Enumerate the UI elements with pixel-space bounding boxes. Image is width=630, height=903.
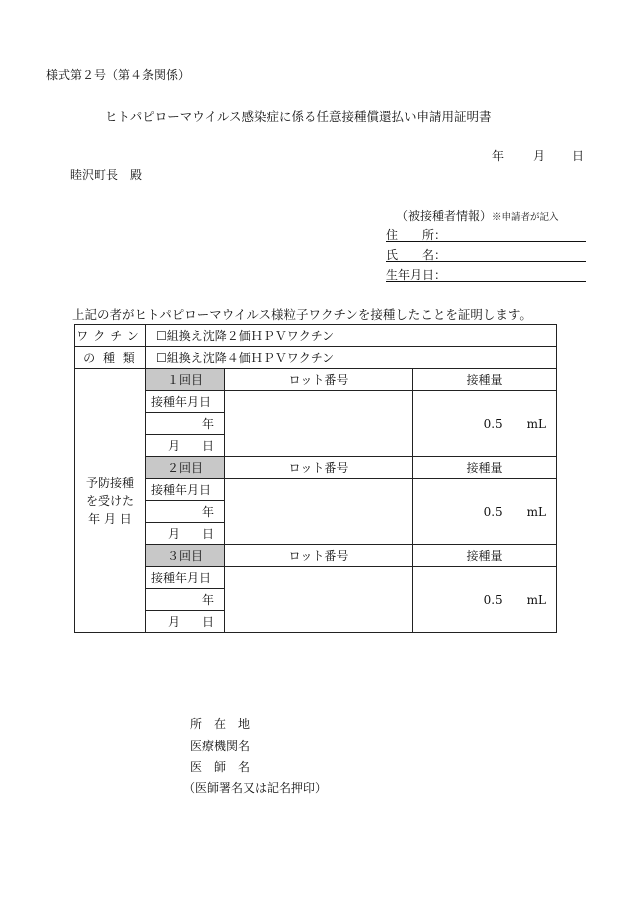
dose-1-date-label: 接種年月日 <box>146 391 225 413</box>
dose-1-month-label: 月 <box>168 439 181 453</box>
dose-2-month-label: 月 <box>168 527 181 541</box>
address-field[interactable] <box>386 226 586 242</box>
dose-3-lot-header: ロット番号 <box>225 545 413 567</box>
dose-2-header-row <box>75 457 557 479</box>
dose-3-month-day[interactable] <box>146 611 225 633</box>
institution-label: 医療機関名 <box>190 739 251 753</box>
dose-2-year[interactable]: 年 <box>146 501 225 523</box>
vaccination-date-label-2: を受けた <box>85 493 134 508</box>
dose-3-header-row <box>75 545 557 567</box>
dose-3-label: ３回目 <box>146 545 225 567</box>
dose-1-lot-header: ロット番号 <box>225 369 413 391</box>
dose-1-day-label: 日 <box>201 439 214 453</box>
birthdate-field[interactable] <box>386 266 586 282</box>
dose-2-amount-header: 接種量 <box>413 457 557 479</box>
dose-3-lot-cell[interactable] <box>225 567 413 633</box>
recipient-heading <box>396 207 559 224</box>
date-month-label: 月 <box>533 149 546 163</box>
vaccination-date-label-3: 年 月 日 <box>88 511 132 526</box>
form-number: 様式第２号（第４条関係） <box>46 68 191 82</box>
dose-1-month-day[interactable] <box>146 435 225 457</box>
dose-3-amount: 0.5 mL <box>413 567 557 633</box>
certification-statement: 上記の者がヒトパピローマウイルス様粒子ワクチンを接種したことを証明します。 <box>72 307 532 322</box>
vaccination-date-label-1: 予防接種 <box>85 475 134 490</box>
signature-note: （医師署名又は記名押印） <box>183 781 328 795</box>
address-label: 住 所： <box>386 228 447 242</box>
vaccine-type-label-1: ワクチン <box>75 325 146 347</box>
dose-2-day-label: 日 <box>201 527 214 541</box>
date-year-label: 年 <box>492 149 505 163</box>
recipient-heading-text: （被接種者情報） <box>396 209 493 223</box>
dose-2-date-label: 接種年月日 <box>146 479 225 501</box>
dose-3-year[interactable]: 年 <box>146 589 225 611</box>
vaccination-table <box>74 324 557 633</box>
dose-1-amount: 0.5 mL <box>413 391 557 457</box>
dose-2-amount: 0.5 mL <box>413 479 557 545</box>
name-label: 氏 名： <box>386 248 447 262</box>
vaccine-type-row-2 <box>75 347 557 369</box>
dose-1-lot-cell[interactable] <box>225 391 413 457</box>
dose-2-label: ２回目 <box>146 457 225 479</box>
name-field[interactable] <box>386 246 586 262</box>
document-title: ヒトパピローマウイルス感染症に係る任意接種償還払い申請用証明書 <box>105 109 492 124</box>
dose-2-lot-cell[interactable] <box>225 479 413 545</box>
vaccine-type-label-2: の 種 類 <box>75 347 146 369</box>
vaccine-option-2valent[interactable]: ☐組換え沈降２価ＨＰＶワクチン <box>146 325 557 347</box>
dose-2-month-day[interactable] <box>146 523 225 545</box>
dose-1-year[interactable]: 年 <box>146 413 225 435</box>
dose-2-lot-header: ロット番号 <box>225 457 413 479</box>
dose-1-label: １回目 <box>146 369 225 391</box>
date-day-label: 日 <box>572 149 585 163</box>
dose-3-month-label: 月 <box>168 615 181 629</box>
dose-3-day-label: 日 <box>201 615 214 629</box>
dose-3-date-label: 接種年月日 <box>146 567 225 589</box>
doctor-label: 医 師 名 <box>190 760 251 774</box>
dose-1-amount-header: 接種量 <box>413 369 557 391</box>
birthdate-label: 生年月日： <box>386 268 447 282</box>
recipient-note: ※申請者が記入 <box>492 212 559 223</box>
vaccine-type-row-1 <box>75 325 557 347</box>
dose-1-header-row <box>75 369 557 391</box>
addressee: 睦沢町長 殿 <box>70 168 143 182</box>
vaccination-date-label <box>75 369 146 633</box>
dose-3-amount-header: 接種量 <box>413 545 557 567</box>
location-label: 所 在 地 <box>190 717 251 731</box>
vaccine-option-4valent[interactable]: ☐組換え沈降４価ＨＰＶワクチン <box>146 347 557 369</box>
